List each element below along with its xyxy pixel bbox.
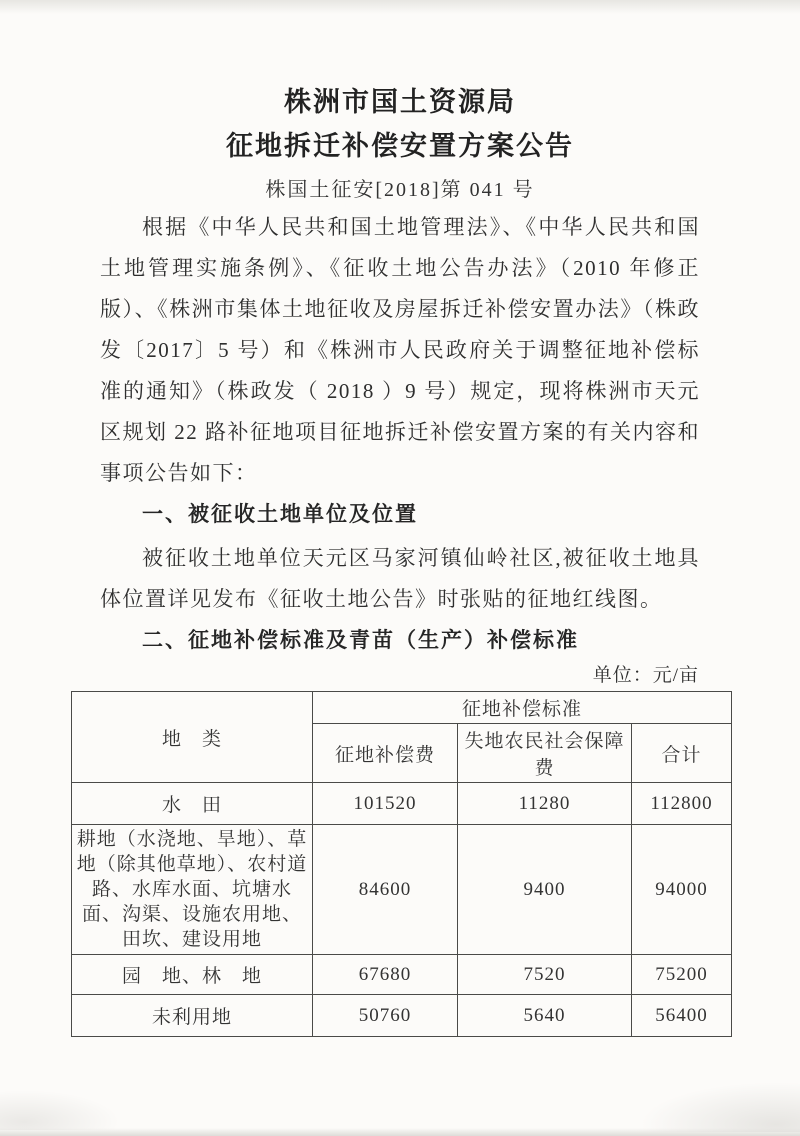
cell-fee: 50760 xyxy=(313,995,458,1037)
cell-land-type: 未利用地 xyxy=(72,995,313,1037)
document-number: 株国土征安[2018]第 041 号 xyxy=(265,179,535,201)
table-row-paddy-field xyxy=(72,783,732,825)
cell-fee: 84600 xyxy=(313,825,458,955)
section-2-heading: 二、征地补偿标准及青苗（生产）补偿标准 xyxy=(142,628,579,652)
compensation-table xyxy=(71,691,732,1037)
cell-social-security: 9400 xyxy=(458,825,632,955)
cell-social-security: 7520 xyxy=(458,955,632,995)
scan-smudge-left xyxy=(0,1090,120,1130)
cell-fee: 67680 xyxy=(313,955,458,995)
table-row-unused-land xyxy=(72,995,732,1037)
cell-total: 75200 xyxy=(632,955,732,995)
document-title-line2: 征地拆迁补偿安置方案公告 xyxy=(226,131,574,161)
cell-land-type: 园 地、林 地 xyxy=(72,955,313,995)
header-cell-fee: 征地补偿费 xyxy=(313,724,458,783)
cell-social-security: 11280 xyxy=(458,783,632,825)
section-1-body: 被征收土地单位天元区马家河镇仙岭社区,被征收土地具体位置详见发布《征收土地公告》时张贴的征地红线图。 xyxy=(100,546,700,611)
scan-edge-top xyxy=(0,0,800,14)
cell-social-security: 5640 xyxy=(458,995,632,1037)
header-cell-standard-group: 征地补偿标准 xyxy=(313,692,732,724)
cell-land-type: 水 田 xyxy=(72,783,313,825)
cell-total: 94000 xyxy=(632,825,732,955)
intro-paragraph: 根据《中华人民共和国土地管理法》、《中华人民共和国土地管理实施条例》、《征收土地公告办法》（2010 年修正版）、《株洲市集体土地征收及房屋拆迁补偿安置办法》（株政发〔2017〕5 号）和《株洲市人民政府关于调整征地补偿标准的通知》（株政发（ 2018 ）9 号）规定，现将株洲市天元区规划 22 路补征地项目征地拆迁补偿安置方案的有关内容和事项公告如下： xyxy=(100,215,700,485)
section-1-heading: 一、被征收土地单位及位置 xyxy=(142,502,418,526)
scan-smudge-right xyxy=(640,1082,800,1132)
cell-fee: 101520 xyxy=(313,783,458,825)
cell-total: 112800 xyxy=(632,783,732,825)
cell-total: 56400 xyxy=(632,995,732,1037)
table-row-garden-forest-land xyxy=(72,955,732,995)
compensation-table-area xyxy=(71,663,731,1037)
header-cell-total: 合计 xyxy=(632,724,732,783)
header-cell-social-security: 失地农民社会保障费 xyxy=(458,724,632,783)
document-title-line1: 株洲市国土资源局 xyxy=(284,87,516,117)
cell-land-type: 耕地（水浇地、旱地）、草地（除其他草地）、农村道路、水库水面、坑塘水面、沟渠、设施农用地、田坎、建设用地 xyxy=(72,825,313,955)
scan-edge-bottom xyxy=(0,1128,800,1136)
header-cell-land-type: 地 类 xyxy=(72,692,313,783)
unit-note: 单位：元/亩 xyxy=(592,665,699,686)
table-row-cultivated-land xyxy=(72,825,732,955)
table-header-row-1 xyxy=(72,692,732,724)
